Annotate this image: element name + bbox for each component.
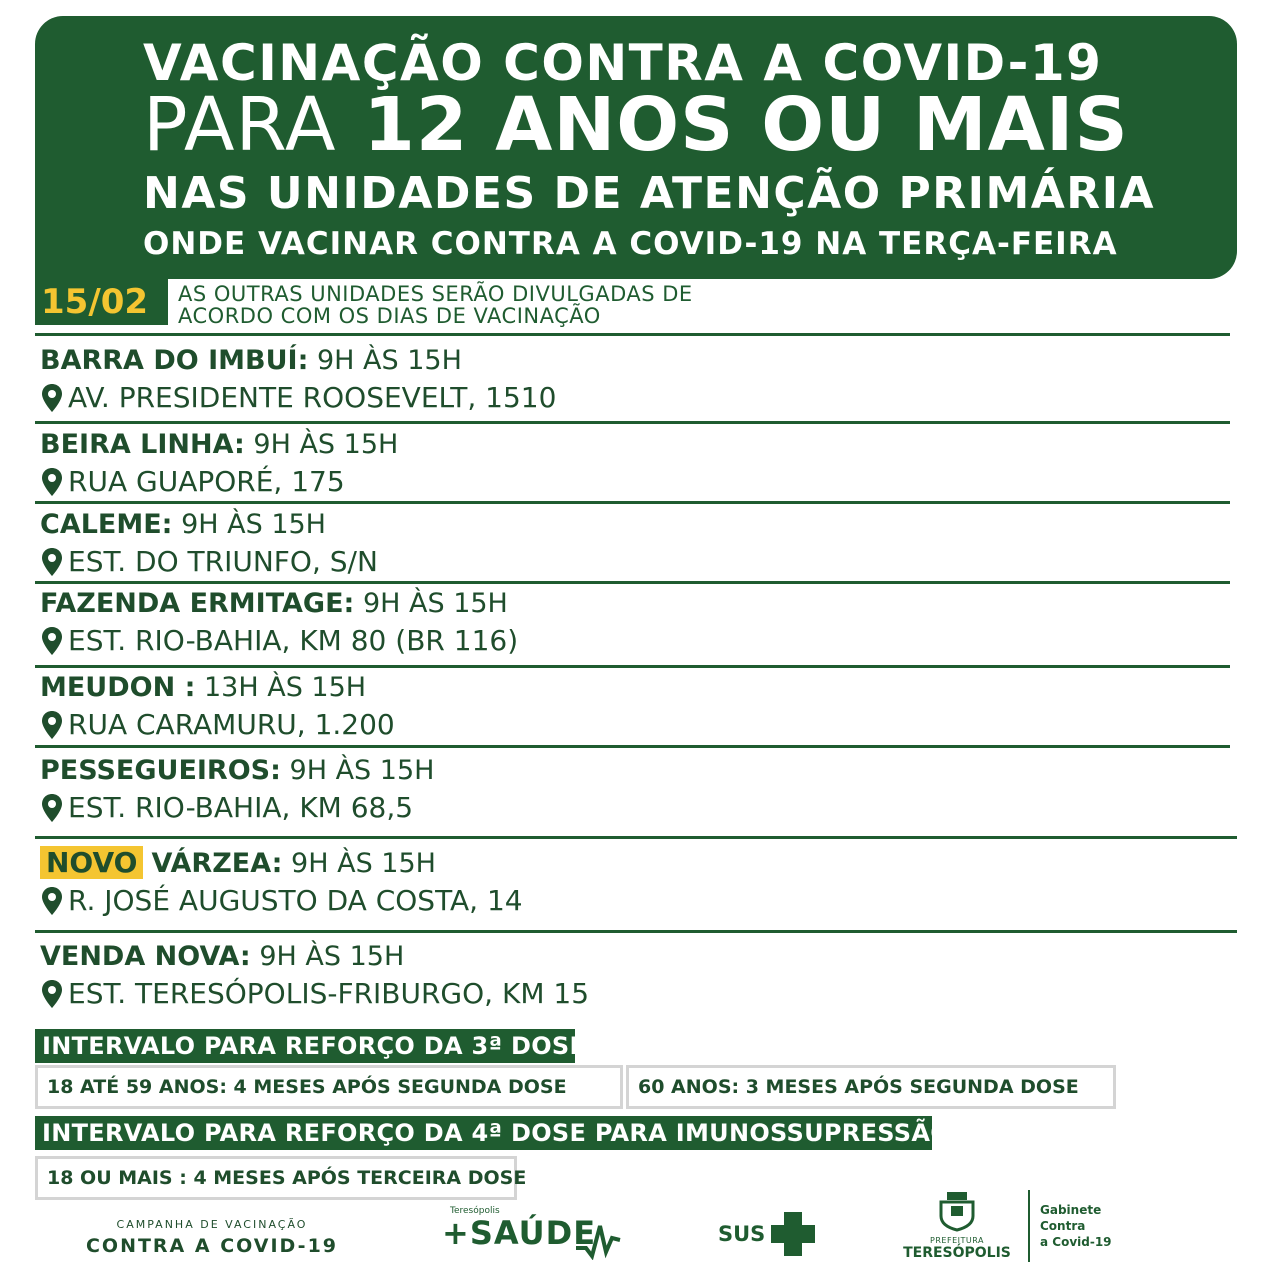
gabinete-logo	[1040, 1202, 1112, 1250]
saude-logo	[436, 1204, 626, 1264]
divider	[35, 501, 1230, 504]
location-address: AV. PRESIDENTE ROOSEVELT, 1510	[68, 381, 557, 414]
location-name: VENDA NOVA:	[40, 941, 251, 972]
interval-4-rule-1: 18 OU MAIS : 4 MESES APÓS TERCEIRA DOSE	[35, 1156, 517, 1200]
location-address-line	[40, 884, 1230, 917]
location-name: BARRA DO IMBUÍ:	[40, 345, 309, 376]
prefeitura-logo	[902, 1190, 1012, 1261]
location-address-line	[40, 545, 1230, 578]
divider	[35, 333, 1230, 336]
location-address-line	[40, 465, 1230, 498]
interval-3-rule-2: 60 ANOS: 3 MESES APÓS SEGUNDA DOSE	[626, 1065, 1116, 1109]
location-name-line	[40, 588, 1230, 619]
location-entry	[40, 941, 1230, 1010]
divider	[35, 581, 1230, 584]
header-line-3: NAS UNIDADES DE ATENÇÃO PRIMÁRIA	[143, 168, 1156, 219]
location-time: 9H ÀS 15H	[253, 429, 399, 460]
map-pin-icon	[40, 547, 64, 577]
gabinete-line-1: Gabinete	[1040, 1203, 1102, 1217]
footer-divider	[1028, 1190, 1030, 1262]
header-line-2-bold: 12 ANOS OU MAIS	[363, 82, 1129, 168]
coat-of-arms-icon	[931, 1190, 983, 1232]
gabinete-line-3: a Covid-19	[1040, 1235, 1112, 1249]
date-note	[178, 283, 738, 327]
location-name: MEUDON :	[40, 672, 196, 703]
header-banner	[35, 16, 1237, 279]
location-address: EST. TERESÓPOLIS-FRIBURGO, KM 15	[68, 977, 590, 1010]
saude-small-text: Teresópolis	[450, 1206, 500, 1216]
new-badge: NOVO	[40, 846, 143, 879]
location-time: 9H ÀS 15H	[181, 509, 326, 540]
prefeitura-big-text: TERESÓPOLIS	[903, 1245, 1011, 1261]
date-label: 15/02	[35, 278, 168, 325]
location-address: R. JOSÉ AUGUSTO DA COSTA, 14	[68, 884, 523, 917]
location-address: RUA GUAPORÉ, 175	[68, 465, 345, 498]
location-name: BEIRA LINHA:	[40, 429, 245, 460]
location-name: FAZENDA ERMITAGE:	[40, 588, 355, 619]
map-pin-icon	[40, 383, 64, 413]
location-time: 13H ÀS 15H	[204, 672, 367, 703]
location-entry	[40, 588, 1230, 657]
location-address: EST. RIO-BAHIA, KM 80 (BR 116)	[68, 624, 519, 657]
divider	[35, 745, 1230, 748]
campaign-big-text: CONTRA A COVID-19	[85, 1235, 339, 1257]
location-entry	[40, 846, 1230, 917]
map-pin-icon	[40, 626, 64, 656]
location-entry	[40, 429, 1230, 498]
location-name: PESSEGUEIROS:	[40, 755, 281, 786]
location-time: 9H ÀS 15H	[316, 345, 462, 376]
location-name-line	[40, 429, 1230, 460]
location-time: 9H ÀS 15H	[259, 941, 405, 972]
divider	[35, 836, 1237, 839]
location-address-line	[40, 708, 1230, 741]
map-pin-icon	[40, 467, 64, 497]
location-time: 9H ÀS 15H	[289, 755, 435, 786]
map-pin-icon	[40, 979, 64, 1009]
location-entry	[40, 345, 1230, 414]
map-pin-icon	[40, 886, 64, 916]
divider	[35, 665, 1230, 668]
campaign-logo	[82, 1218, 342, 1257]
location-address-line	[40, 381, 1230, 414]
location-name-line	[40, 509, 1230, 540]
sus-logo	[718, 1210, 817, 1258]
location-time: 9H ÀS 15H	[362, 588, 508, 619]
header-line-2	[143, 82, 1129, 168]
location-address-line	[40, 624, 1230, 657]
saude-big-text: +SAÚDE	[442, 1214, 597, 1252]
location-name: VÁRZEA:	[151, 848, 283, 879]
header-line-1: VACINAÇÃO CONTRA A COVID-19	[143, 34, 1103, 92]
location-name: CALEME:	[40, 509, 173, 540]
location-name-line	[40, 755, 1230, 786]
location-address: EST. DO TRIUNFO, S/N	[68, 545, 378, 578]
location-address: RUA CARAMURU, 1.200	[68, 708, 395, 741]
location-entry	[40, 672, 1230, 741]
date-note-line-1: AS OUTRAS UNIDADES SERÃO DIVULGADAS DE	[178, 282, 693, 306]
sus-text: SUS	[718, 1222, 766, 1246]
location-time: 9H ÀS 15H	[291, 848, 436, 879]
location-name-line	[40, 846, 1230, 879]
gabinete-line-2: Contra	[1040, 1219, 1086, 1233]
cross-icon	[769, 1210, 817, 1258]
location-entry	[40, 509, 1230, 578]
date-note-line-2: ACORDO COM OS DIAS DE VACINAÇÃO	[178, 304, 601, 328]
header-line-4: ONDE VACINAR CONTRA A COVID-19 NA TERÇA-FEIRA	[143, 226, 1118, 262]
interval-3-title: INTERVALO PARA REFORÇO DA 3ª DOSE	[35, 1029, 575, 1063]
location-entry	[40, 755, 1230, 824]
map-pin-icon	[40, 793, 64, 823]
location-name-line	[40, 345, 1230, 376]
header-line-2-light: PARA	[143, 82, 337, 168]
location-address: EST. RIO-BAHIA, KM 68,5	[68, 791, 414, 824]
divider	[35, 930, 1237, 933]
divider	[35, 421, 1230, 424]
campaign-small-text: CAMPANHA DE VACINAÇÃO	[116, 1218, 308, 1231]
location-address-line	[40, 977, 1230, 1010]
location-name-line	[40, 941, 1230, 972]
location-name-line	[40, 672, 1230, 703]
interval-4-title: INTERVALO PARA REFORÇO DA 4ª DOSE PARA IMUNOSSUPRESSÃO	[35, 1116, 932, 1150]
map-pin-icon	[40, 710, 64, 740]
location-address-line	[40, 791, 1230, 824]
heartbeat-icon	[576, 1218, 622, 1260]
prefeitura-small-text: PREFEITURA	[930, 1236, 984, 1245]
footer-logos	[0, 1190, 1280, 1270]
interval-3-rule-1: 18 ATÉ 59 ANOS: 4 MESES APÓS SEGUNDA DOSE	[35, 1065, 623, 1109]
